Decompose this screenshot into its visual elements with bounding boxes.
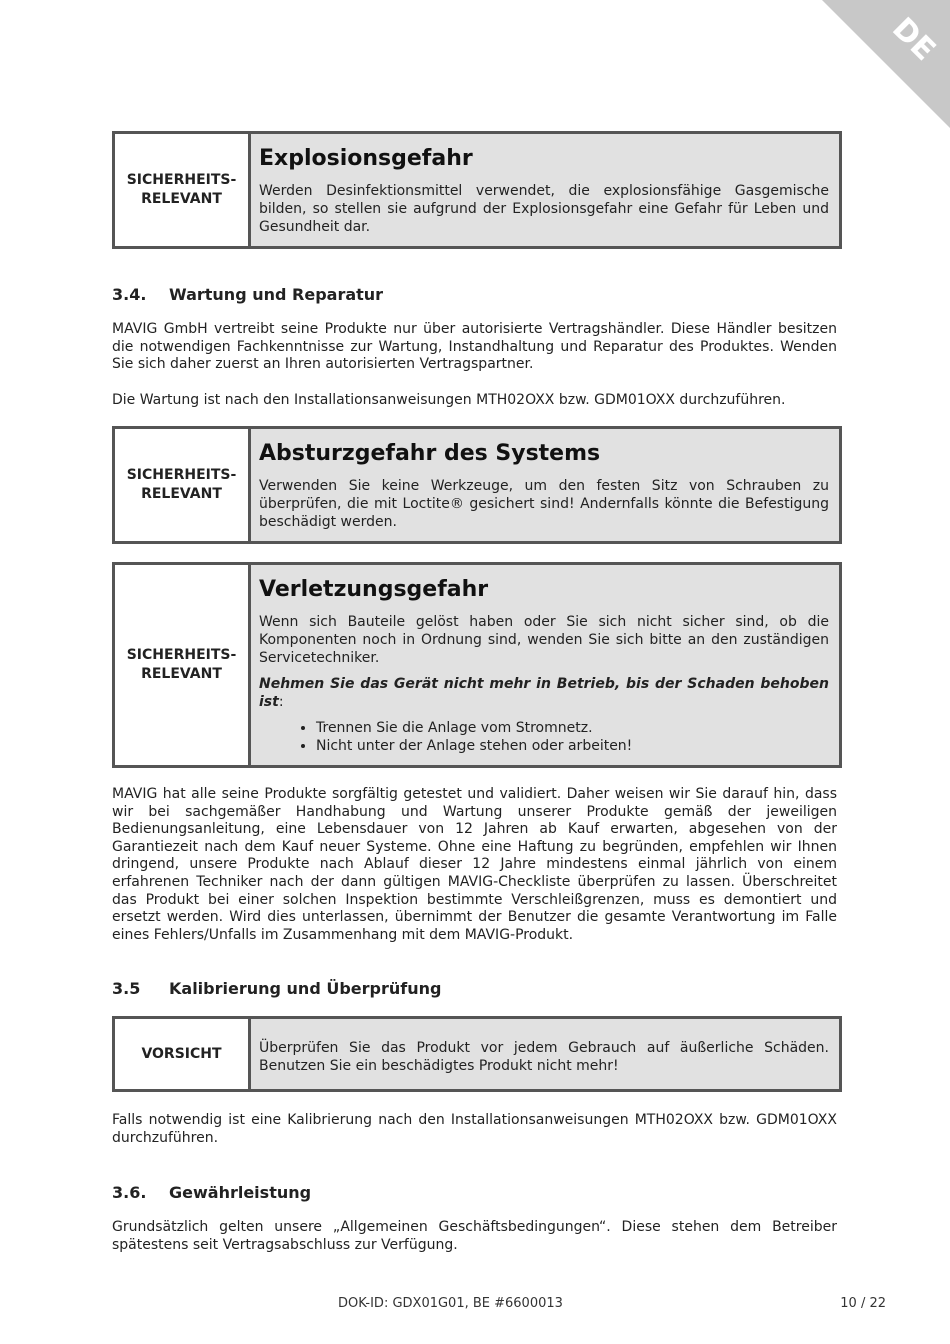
safety-label-line2: RELEVANT [141, 191, 222, 207]
list-item: • Trennen Sie die Anlage vom Stromnetz. [316, 719, 829, 737]
footer-page-number: 10 / 22 [840, 1296, 886, 1311]
caution-label: VORSICHT [115, 1019, 251, 1089]
safety-text: Wenn sich Bauteile gelöst haben oder Sie sich nicht sicher sind, ob die Komponenten noch in Ordnung sind, wenden Sie sich bitte an den zuständigen Servicetechniker. [259, 614, 829, 666]
paragraph-calibration: Falls notwendig ist eine Kalibrierung nach den Installationsanweisungen MTH02OXX bzw. GDM01OXX durchzuführen. [112, 1112, 837, 1146]
safety-box-fall [112, 426, 842, 544]
safety-label-line1: SICHERHEITS- [126, 172, 237, 188]
paragraph-dealers: MAVIG GmbH vertreibt seine Produkte nur über autorisierte Vertragshändler. Diese Händler besitzen die notwendigen Fachkenntnisse zur Wartung, Instandhaltung und Reparatur des Produktes. Wenden Sie sich daher zuerst an Ihren autorisierten Vertragspartner. [112, 321, 837, 373]
section-heading-3-5 [112, 979, 441, 998]
safety-label-line1: SICHERHEITS- [126, 467, 237, 483]
list-item: • Nicht unter der Anlage stehen oder arbeiten! [316, 737, 829, 755]
caution-box [112, 1016, 842, 1092]
caution-text: Überprüfen Sie das Produkt vor jedem Gebrauch auf äußerliche Schäden. Benutzen Sie ein beschädigtes Produkt nicht mehr! [259, 1040, 829, 1074]
corner-triangle [822, 0, 950, 128]
safety-text: Verwenden Sie keine Werkzeuge, um den festen Sitz von Schrauben zu überprüfen, die mit Loctite® gesichert sind! Andernfalls könnte die Befestigung beschädigt werden. [259, 478, 829, 530]
safety-label [115, 134, 251, 246]
safety-content [251, 134, 839, 246]
section-number: 3.5 [112, 979, 141, 998]
section-heading-3-4 [112, 285, 383, 304]
safety-box-explosion [112, 131, 842, 249]
safety-content [251, 429, 839, 541]
safety-label-line2: RELEVANT [141, 666, 222, 682]
section-title: Gewährleistung [169, 1183, 312, 1202]
safety-bullet-list [259, 719, 829, 755]
section-title: Wartung und Reparatur [169, 285, 384, 304]
safety-box-injury [112, 562, 842, 768]
safety-content [251, 565, 839, 765]
safety-title: Absturzgefahr des Systems [259, 441, 601, 466]
safety-title: Explosionsgefahr [259, 146, 473, 171]
paragraph-maintenance: Die Wartung ist nach den Installationsanweisungen MTH02OXX bzw. GDM01OXX durchzuführen. [112, 392, 786, 408]
paragraph-warranty: Grundsätzlich gelten unsere „Allgemeinen Geschäftsbedingungen“. Diese stehen dem Betreiber spätestens seit Vertragsabschluss zur Verfügung. [112, 1219, 837, 1253]
safety-text: Werden Desinfektionsmittel verwendet, die explosionsfähige Gasgemische bilden, so stellen sie aufgrund der Explosionsgefahr eine Gefahr für Leben und Gesundheit dar. [259, 183, 829, 235]
safety-label-line2: RELEVANT [141, 486, 222, 502]
footer-doc-id: DOK-ID: GDX01G01, BE #6600013 [338, 1296, 563, 1311]
section-number: 3.6. [112, 1183, 147, 1202]
section-number: 3.4. [112, 285, 147, 304]
section-heading-3-6 [112, 1183, 311, 1202]
paragraph-lifetime: MAVIG hat alle seine Produkte sorgfältig getestet und validiert. Daher weisen wir Sie darauf hin, dass wir bei sachgemäßer Handhabung und Wartung unserer Produkte gemäß der jeweiligen Bedienungsanleitung, eine Lebensdauer von 12 Jahren ab Kauf erwarten, abgesehen von der Garantiezeit nach dem Kauf neuer Systeme. Ohne eine Haftung zu begründen, empfehlen wir Ihnen dringend, unsere Produkte nach Ablauf dieser 12 Jahre mindestens einmal jährlich von einem erfahrenen Techniker nach der dann gültigen MAVIG-Checkliste überprüfen zu lassen. Überschreitet das Produkt bei einer solchen Inspektion bestimmte Verschleißgrenzen, muss es demontiert und ersetzt werden. Wird dies unterlassen, übernimmt der Benutzer die gesamte Verantwortung im Falle eines Fehlers/Unfalls im Zusammenhang mit dem MAVIG-Produkt. [112, 786, 837, 943]
safety-warning-suffix: : [278, 694, 284, 710]
language-label: DE [884, 11, 942, 68]
safety-label [115, 429, 251, 541]
safety-label [115, 565, 251, 765]
language-corner-tab [820, 0, 950, 130]
caution-content [251, 1019, 839, 1089]
section-title: Kalibrierung und Überprüfung [169, 979, 442, 998]
safety-warning [259, 675, 829, 711]
safety-warning-text: Nehmen Sie das Gerät nicht mehr in Betrieb, bis der Schaden behoben ist [259, 676, 829, 710]
safety-label-line1: SICHERHEITS- [126, 647, 237, 663]
safety-title: Verletzungsgefahr [259, 577, 489, 602]
